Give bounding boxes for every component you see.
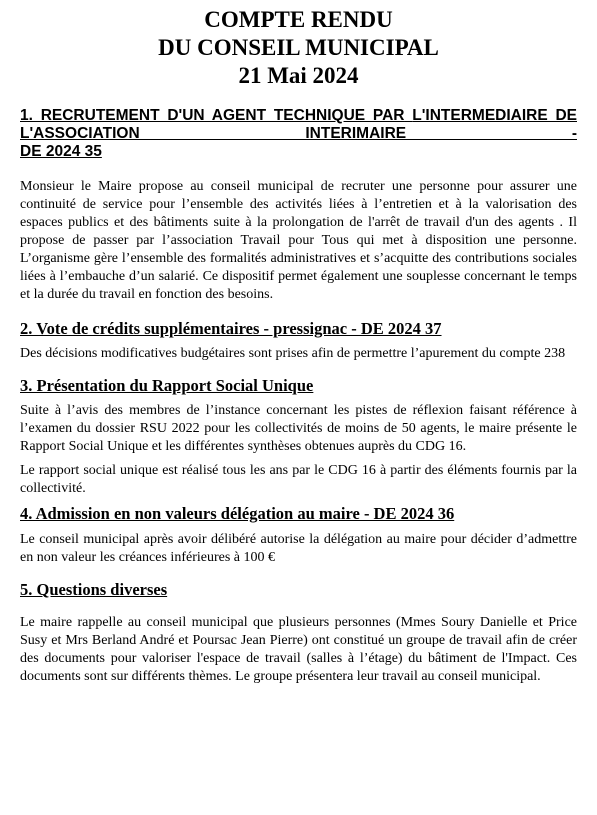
document-header bbox=[20, 6, 577, 90]
document-page bbox=[20, 6, 577, 686]
section-1-heading-line-3: DE 2024 35 bbox=[20, 143, 102, 160]
header-title-line-1: COMPTE RENDU bbox=[204, 7, 393, 32]
header-date: 21 Mai 2024 bbox=[238, 63, 359, 88]
section-5-heading: 5. Questions diverses bbox=[20, 580, 168, 599]
section-4-paragraph: Le conseil municipal après avoir délibéré autorise la délégation au maire pour décider d’admettre en non valeur les créances inférieures à 100 € bbox=[20, 532, 577, 565]
section-1-heading bbox=[20, 107, 577, 161]
section-1-paragraph: Monsieur le Maire propose au conseil municipal de recruter une personne pour assurer une continuité de service pour l’ensemble des activités liées à l’entretien et à la valorisation des espaces publics et des bâtiments suite à la prolongation de l'arrêt de travail d'un des agents . Il propose de passer par l’association Travail pour Tous qui met à disposition une personne. L’organisme gère l’ensemble des formalités administratives et s’acquitte des contributions sociales liées à l’embauche d’un salarié. Ce dispositif permet également une souplesse concernant le temps et la durée du travail en fonction des besoins. bbox=[20, 179, 577, 302]
section-3-heading: 3. Présentation du Rapport Social Unique bbox=[20, 376, 314, 395]
section-1-heading-line-1: 1. RECRUTEMENT D'UN AGENT TECHNIQUE PAR bbox=[20, 107, 405, 124]
section-2-paragraph: Des décisions modificatives budgétaires sont prises afin de permettre l’apurement du compte 238 bbox=[20, 346, 566, 361]
section-1 bbox=[20, 107, 577, 304]
section-5-paragraph: Le maire rappelle au conseil municipal que plusieurs personnes (Mmes Soury Danielle et Price Susy et Mrs Berland André et Poursac Jean Pierre) ont constitué un groupe de travail afin de créer des documents pour valoriser l'espace de travail (salles à l’étage) du bâtiment de l'Impact. Ces documents sont sur différents thèmes. Le groupe présentera leur travail au conseil municipal. bbox=[20, 615, 577, 684]
section-3-paragraph-2: Le rapport social unique est réalisé tous les ans par le CDG 16 à partir des éléments fournis par la collectivité. bbox=[20, 463, 577, 496]
section-4-heading: 4. Admission en non valeurs délégation au maire - DE 2024 36 bbox=[20, 504, 455, 523]
section-2-heading: 2. Vote de crédits supplémentaires - pressignac - DE 2024 37 bbox=[20, 319, 442, 338]
section-4 bbox=[20, 504, 577, 567]
section-5 bbox=[20, 580, 577, 686]
section-3-paragraph-1: Suite à l’avis des membres de l’instance concernant les pistes de réflexion faisant référence à l’examen du dossier RSU 2022 pour les collectivités de moins de 50 agents, le maire présente le Rapport Social Unique et les différentes synthèses obtenues auprès du CDG 16. bbox=[20, 403, 577, 454]
section-1-heading-line-2: L'INTERMEDIAIRE DE L'ASSOCIATION INTERIMAIRE - bbox=[20, 107, 577, 142]
section-2 bbox=[20, 319, 577, 363]
header-title-line-2: DU CONSEIL MUNICIPAL bbox=[158, 35, 439, 60]
section-3 bbox=[20, 376, 577, 498]
